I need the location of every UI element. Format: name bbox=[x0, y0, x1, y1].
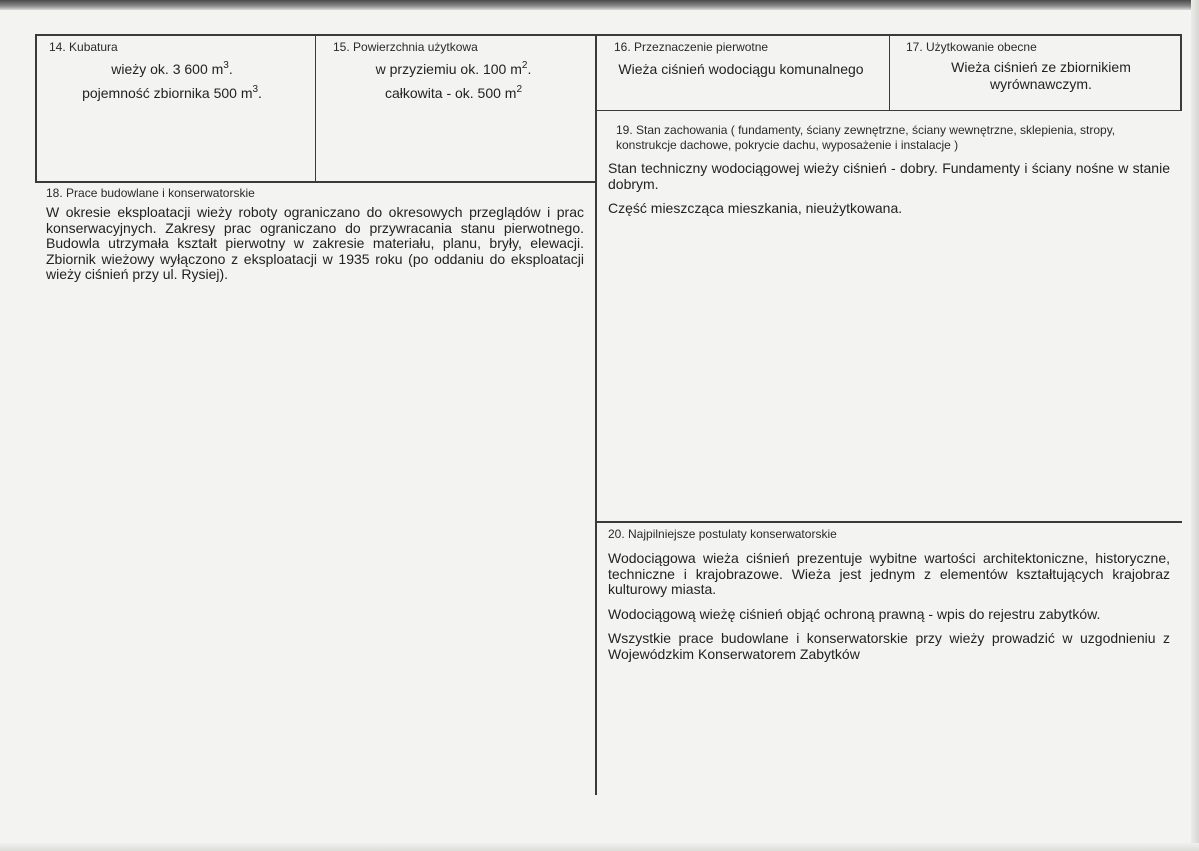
field-19-paragraph-1: Stan techniczny wodociągowej wieży ciśnień - dobry. Fundamenty i ściany nośne w stanie dobrym. bbox=[608, 160, 1170, 192]
row-19-bottom bbox=[596, 521, 1182, 523]
field-14-kubatura bbox=[49, 40, 309, 103]
field-20-paragraph-2: Wodociągową wieżę ciśnień objąć ochroną prawną - wpis do rejestru zabytków. bbox=[608, 605, 1101, 622]
field-14-label: 14. Kubatura bbox=[49, 40, 118, 54]
divider-right-line bbox=[1180, 34, 1182, 111]
area-total-line: całkowita - ok. 500 $m^2$ bbox=[384, 84, 523, 101]
field-18-label: 18. Prace budowlane i konserwatorskie bbox=[46, 186, 255, 200]
field-17-value: Wieża ciśnień ze zbiornikiem wyrównawczym. bbox=[951, 59, 1131, 92]
field-18-prace bbox=[46, 186, 584, 283]
scan-right-edge bbox=[1191, 0, 1199, 851]
divider-14-15 bbox=[315, 34, 316, 183]
frame-left-line bbox=[35, 34, 37, 183]
field-19-stan bbox=[608, 123, 1170, 217]
field-19-paragraph-2: Część mieszcząca mieszkania, nieużytkowana. bbox=[608, 200, 903, 216]
field-20-postulaty bbox=[608, 527, 1170, 662]
cubature-tower-line: wieży ok. 3 600 $m^3$. bbox=[111, 60, 233, 77]
frame-top-line bbox=[35, 34, 1181, 36]
field-19-label: 19. Stan zachowania ( fundamenty, ściany zewnętrzne, ściany wewnętrzne, sklepienia, stropy, konstrukcje dachowe, pokrycie dachu, wyposażenie i instalacje ) bbox=[616, 123, 1116, 152]
field-17-uzytkowanie bbox=[906, 40, 1176, 93]
row-16-17-bottom bbox=[596, 110, 1182, 111]
field-20-paragraph-3: Wszystkie prace budowlane i konserwatorskie przy wieży prowadzić w uzgodnieniu z Wojewódzkim Konserwatorem Zabytków bbox=[608, 630, 1170, 662]
field-16-label: 16. Przeznaczenie pierwotne bbox=[614, 40, 769, 54]
divider-16-17 bbox=[889, 34, 890, 111]
field-16-przeznaczenie bbox=[614, 40, 882, 79]
cubature-tank-line: pojemność zbiornika 500 $m^3$. bbox=[82, 84, 262, 101]
scan-bottom-edge bbox=[0, 843, 1199, 851]
field-17-label: 17. Użytkowanie obecne bbox=[906, 40, 1037, 54]
area-ground-floor-line: w przyziemiu ok. 100 $m^2$. bbox=[375, 60, 532, 77]
field-14-value bbox=[35, 59, 309, 103]
field-16-value: Wieża ciśnień wodociągu komunalnego bbox=[618, 61, 864, 77]
divider-15-16 bbox=[595, 34, 597, 795]
field-20-label: 20. Najpilniejsze postulaty konserwatorskie bbox=[608, 527, 837, 541]
field-18-text: W okresie eksploatacji wieży roboty ograniczano do okresowych przeglądów i prac konserwacyjnych. Zakresy prac ograniczano do przywracania stanu pierwotnego. Budowla utrzymała kształt pierwotny w zakresie materiału, planu, bryły, elewacji. Zbiornik wieżowy wyłączono z eksploatacji w 1935 roku (po oddaniu do eksploatacji wieży ciśnień przy ul. Rysiej). bbox=[46, 204, 584, 282]
field-20-paragraph-1: Wodociągowa wieża ciśnień prezentuje wybitne wartości architektoniczne, historyczne, techniczne i krajobrazowe. Wieża jest jednym z elementów kształtujących krajobraz kulturowy miasta. bbox=[608, 550, 1170, 597]
scan-top-edge bbox=[0, 0, 1199, 10]
row-14-15-bottom bbox=[35, 181, 596, 183]
field-15-value bbox=[319, 59, 588, 103]
field-15-label: 15. Powierzchnia użytkowa bbox=[333, 40, 478, 54]
field-15-powierzchnia bbox=[333, 40, 588, 103]
